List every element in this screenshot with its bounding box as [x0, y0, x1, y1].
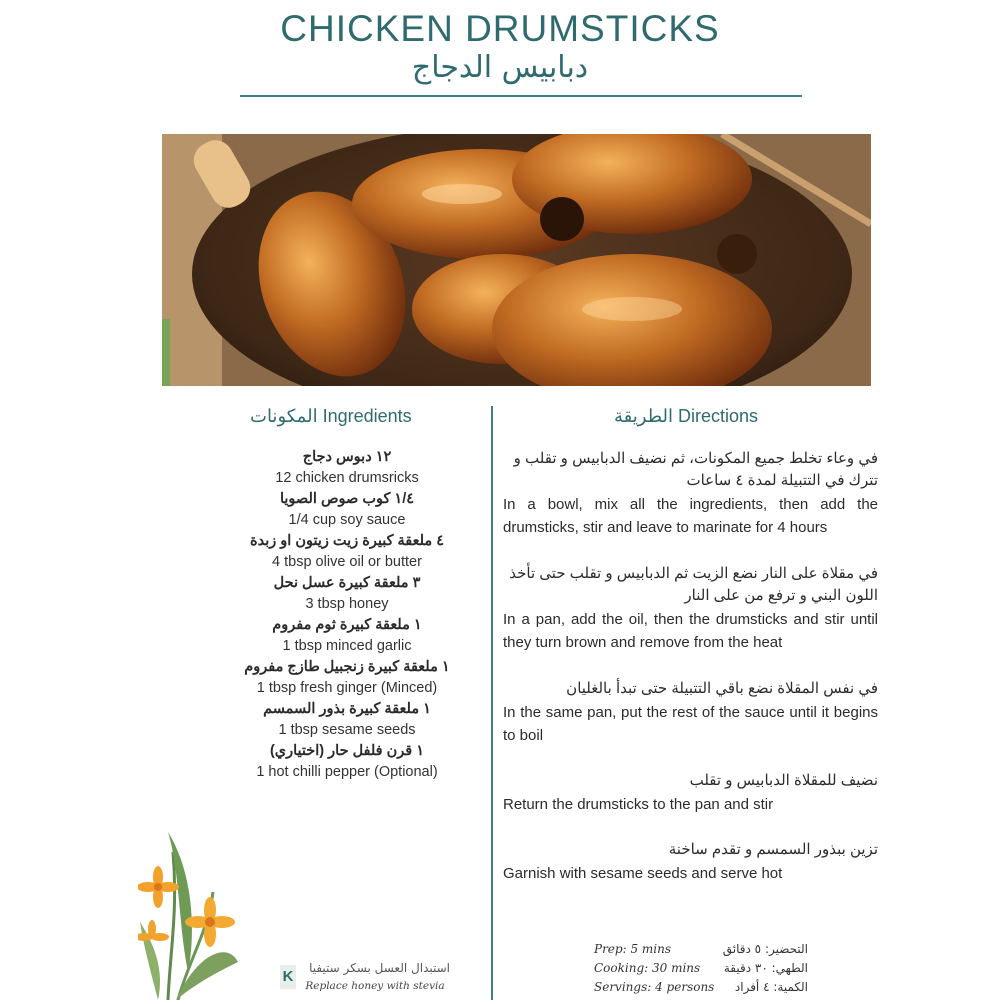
ingredients-list: [222, 447, 472, 783]
recipe-title-en: CHICKEN DRUMSTICKS: [280, 8, 720, 49]
recipe-meta-ar: [702, 940, 808, 997]
direction-en: In a pan, add the oil, then the drumsticks and stir until they turn brown and remove from the heat: [503, 611, 878, 651]
directions-heading: الطريقة Directions: [614, 406, 758, 426]
ingredient-ar: ١ ملعقة كبيرة بذور السمسم: [263, 701, 431, 717]
servings-en: Servings: 4 persons: [594, 980, 715, 994]
ingredient-ar: ٤ ملعقة كبيرة زيت زيتون او زبدة: [250, 533, 444, 549]
recipe-meta-en: [594, 940, 714, 997]
prep-time-ar: التحضير: ٥ دقائق: [722, 942, 808, 956]
substitution-note-ar: استبدال العسل بسكر ستيفيا: [309, 961, 450, 975]
column-divider: [491, 406, 493, 1000]
ingredient-ar: ١ ملعقة كبيرة ثوم مفروم: [272, 617, 422, 633]
recipe-title-ar: دبابيس الدجاج: [411, 50, 589, 85]
ingredient-ar: ٣ ملعقة كبيرة عسل نحل: [273, 575, 421, 591]
cook-time-ar: الطهي: ٣٠ دقيقة: [723, 961, 808, 975]
ingredient-ar: ١٢ دبوس دجاج: [302, 449, 392, 465]
ingredient-ar: ١/٤ كوب صوص الصويا: [279, 491, 415, 507]
prep-time-en: Prep: 5 mins: [594, 942, 672, 956]
direction-ar: نضيف للمقلاة الدبابيس و تقلب: [689, 772, 878, 789]
substitution-note-en: Replace honey with stevia: [305, 980, 445, 992]
title-underline: [240, 95, 802, 97]
direction-step-1: [503, 448, 878, 539]
direction-ar: في وعاء تخلط جميع المكونات، ثم نضيف الدبابيس و تقلب و تترك في التتبيلة لمدة ٤ ساعات: [513, 450, 878, 489]
ingredient-en: 12 chicken drumsricks: [275, 470, 419, 486]
glaze-highlight-2: [582, 297, 682, 321]
ingredient-en: 1 tbsp minced garlic: [282, 638, 412, 654]
ingredient-ar: ١ ملعقة كبيرة زنجبيل طازج مفروم: [244, 659, 450, 675]
cook-time-en: Cooking: 30 mins: [594, 961, 701, 975]
recipe-photo: [162, 134, 871, 386]
flower-bloom-2: [185, 897, 235, 947]
ingredients-heading: المكونات Ingredients: [250, 406, 412, 426]
servings-ar: الكمية: ٤ أفراد: [734, 980, 808, 994]
flower-illustration: [138, 832, 248, 1004]
direction-step-3: [503, 678, 878, 747]
ingredient-en: 3 tbsp honey: [305, 596, 389, 612]
direction-en: Garnish with sesame seeds and serve hot: [503, 865, 783, 882]
ingredient-en: 1 tbsp sesame seeds: [278, 722, 416, 738]
direction-en: In the same pan, put the rest of the sauce until it begins to boil: [503, 704, 878, 744]
ingredient-en: 1 tbsp fresh ginger (Minced): [256, 680, 438, 696]
direction-ar: تزين ببذور السمسم و تقدم ساخنة: [668, 841, 878, 858]
direction-en: Return the drumsticks to the pan and stir: [503, 796, 774, 813]
keto-badge: K: [280, 965, 296, 989]
direction-ar: في مقلاة على النار نضع الزيت ثم الدبابيس و تقلب حتى تأخذ اللون البني و ترفع من على النار: [509, 565, 878, 604]
glaze-highlight: [422, 184, 502, 204]
flower-stem: [168, 852, 175, 1000]
direction-ar: في نفس المقلاة نضع باقي التتبيلة حتى تبدأ بالغليان: [566, 680, 878, 697]
ingredient-ar: ١ قرن فلفل حار (اختياري): [269, 743, 425, 759]
green-edge: [162, 319, 170, 386]
ingredient-en: 1 hot chilli pepper (Optional): [256, 764, 438, 780]
direction-step-5: [503, 839, 878, 885]
ingredient-en: 1/4 cup soy sauce: [288, 512, 406, 528]
direction-step-2: [503, 563, 878, 654]
charred-tip: [540, 197, 584, 241]
ingredient-en: 4 tbsp olive oil or butter: [272, 554, 422, 570]
charred-tip-right: [717, 234, 757, 274]
direction-en: In a bowl, mix all the ingredients, then add the drumsticks, stir and leave to marinate for 4 hours: [503, 496, 878, 536]
direction-step-4: [503, 770, 878, 816]
